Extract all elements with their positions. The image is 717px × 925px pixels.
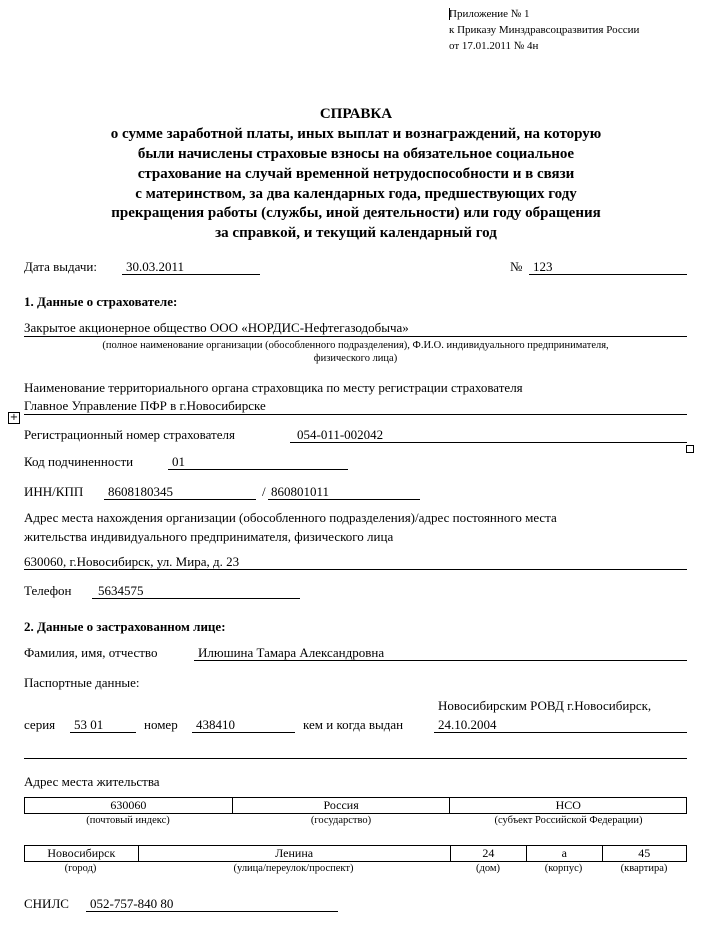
table-move-handle-icon[interactable]: + bbox=[9, 412, 19, 423]
phone-underline bbox=[92, 598, 300, 599]
passport-extra-underline bbox=[24, 758, 687, 759]
org-name-underline bbox=[24, 336, 687, 337]
table-resize-handle-icon[interactable] bbox=[686, 445, 694, 453]
title-line-2: были начислены страховые взносы на обязательное социальное bbox=[137, 146, 575, 162]
title-line-6: за справкой, и текущий календарный год bbox=[215, 225, 497, 241]
org-name-hint-1: (полное наименование организации (обособленного подразделения), Ф.И.О. индивидуального предпринимателя, bbox=[102, 340, 609, 351]
snils-value[interactable]: 052-757-840 80 bbox=[90, 896, 174, 911]
kpp-value[interactable]: 860801011 bbox=[271, 484, 330, 499]
residence-table-row2 bbox=[24, 845, 687, 862]
country-cell[interactable]: Россия bbox=[232, 798, 450, 814]
phone-label: Телефон bbox=[24, 583, 72, 598]
inn-kpp-separator: / bbox=[262, 484, 266, 499]
address-label-2: жительства индивидуального предпринимателя, физического лица bbox=[24, 529, 394, 544]
country-caption: (государство) bbox=[310, 815, 372, 826]
postal-code-cell[interactable]: 630060 bbox=[25, 798, 233, 814]
org-name-hint-2: физического лица) bbox=[313, 353, 398, 364]
address-underline bbox=[24, 569, 687, 570]
kpp-underline bbox=[268, 499, 420, 500]
territorial-value[interactable]: Главное Управление ПФР в г.Новосибирске bbox=[24, 398, 266, 413]
document-title: СПРАВКА bbox=[319, 106, 393, 122]
snils-label: СНИЛС bbox=[24, 896, 69, 911]
building-caption: (корпус) bbox=[544, 863, 583, 874]
issued-label: кем и когда выдан bbox=[303, 717, 404, 732]
appendix-line-1: Приложение № 1 bbox=[449, 8, 530, 20]
phone-value[interactable]: 5634575 bbox=[98, 583, 144, 598]
address-value[interactable]: 630060, г.Новосибирск, ул. Мира, д. 23 bbox=[24, 554, 240, 569]
reg-number-value[interactable]: 054-011-002042 bbox=[297, 427, 384, 442]
apartment-caption: (квартира) bbox=[620, 863, 668, 874]
fio-label: Фамилия, имя, отчество bbox=[24, 645, 158, 660]
house-caption: (дом) bbox=[475, 863, 501, 874]
building-cell[interactable]: а bbox=[527, 846, 602, 862]
inn-value[interactable]: 8608180345 bbox=[108, 484, 173, 499]
inn-kpp-label: ИНН/КПП bbox=[24, 484, 84, 499]
street-cell[interactable]: Ленина bbox=[138, 846, 450, 862]
series-label: серия bbox=[24, 717, 56, 732]
appendix-line-3: от 17.01.2011 № 4н bbox=[449, 40, 539, 52]
reg-number-label: Регистрационный номер страхователя bbox=[24, 427, 235, 442]
title-line-5: прекращения работы (службы, иной деятельности) или году обращения bbox=[111, 205, 601, 221]
series-underline bbox=[70, 732, 136, 733]
series-value[interactable]: 53 01 bbox=[74, 717, 104, 732]
title-line-3: страхование на случай временной нетрудоспособности и в связи bbox=[137, 166, 575, 182]
issue-date-label: Дата выдачи: bbox=[24, 259, 98, 274]
subordination-underline bbox=[168, 469, 348, 470]
street-caption: (улица/переулок/проспект) bbox=[233, 863, 354, 874]
subordination-label: Код подчиненности bbox=[24, 454, 134, 469]
residence-table-row1 bbox=[24, 797, 687, 814]
city-caption: (город) bbox=[64, 863, 97, 874]
postal-code-caption: (почтовый индекс) bbox=[86, 815, 170, 826]
apartment-cell[interactable]: 45 bbox=[602, 846, 686, 862]
city-cell[interactable]: Новосибирск bbox=[25, 846, 139, 862]
fio-underline bbox=[194, 660, 687, 661]
text-cursor bbox=[449, 8, 450, 20]
issue-number-value[interactable]: 123 bbox=[533, 259, 553, 274]
region-caption: (субъект Российской Федерации) bbox=[494, 815, 643, 826]
territorial-underline bbox=[24, 414, 687, 415]
section2-heading: 2. Данные о застрахованном лице: bbox=[24, 619, 226, 634]
title-line-1: о сумме заработной платы, иных выплат и вознаграждений, на которую bbox=[110, 126, 602, 142]
residence-label: Адрес места жительства bbox=[24, 774, 160, 789]
subordination-value[interactable]: 01 bbox=[172, 454, 185, 469]
appendix-line-2: к Приказу Минздравсоцразвития России bbox=[449, 24, 640, 36]
issue-number-underline bbox=[529, 274, 687, 275]
number-label: номер bbox=[144, 717, 178, 732]
number-underline bbox=[192, 732, 295, 733]
issued-underline bbox=[434, 732, 687, 733]
territorial-label: Наименование территориального органа страховщика по месту регистрации страхователя bbox=[24, 380, 523, 395]
org-name-value[interactable]: Закрытое акционерное общество ООО «НОРДИС-Нефтегазодобыча» bbox=[24, 320, 409, 335]
issue-date-value[interactable]: 30.03.2011 bbox=[126, 259, 185, 274]
issued-by-value[interactable]: Новосибирским РОВД г.Новосибирск, bbox=[438, 698, 652, 713]
passport-label: Паспортные данные: bbox=[24, 675, 140, 690]
appendix-block bbox=[449, 6, 639, 54]
number-value[interactable]: 438410 bbox=[196, 717, 235, 732]
house-cell[interactable]: 24 bbox=[450, 846, 527, 862]
issue-number-label: № bbox=[510, 259, 523, 274]
reg-number-underline bbox=[290, 442, 687, 443]
issued-date-value[interactable]: 24.10.2004 bbox=[438, 717, 497, 732]
snils-underline bbox=[86, 911, 338, 912]
region-cell[interactable]: НСО bbox=[450, 798, 687, 814]
issue-date-underline bbox=[122, 274, 260, 275]
fio-value[interactable]: Илюшина Тамара Александровна bbox=[198, 645, 385, 660]
inn-underline bbox=[104, 499, 256, 500]
address-label-1: Адрес места нахождения организации (обособленного подразделения)/адрес постоянного места bbox=[24, 510, 557, 525]
title-line-4: с материнством, за два календарных года, предшествующих году bbox=[135, 186, 577, 202]
section1-heading: 1. Данные о страхователе: bbox=[24, 294, 178, 309]
